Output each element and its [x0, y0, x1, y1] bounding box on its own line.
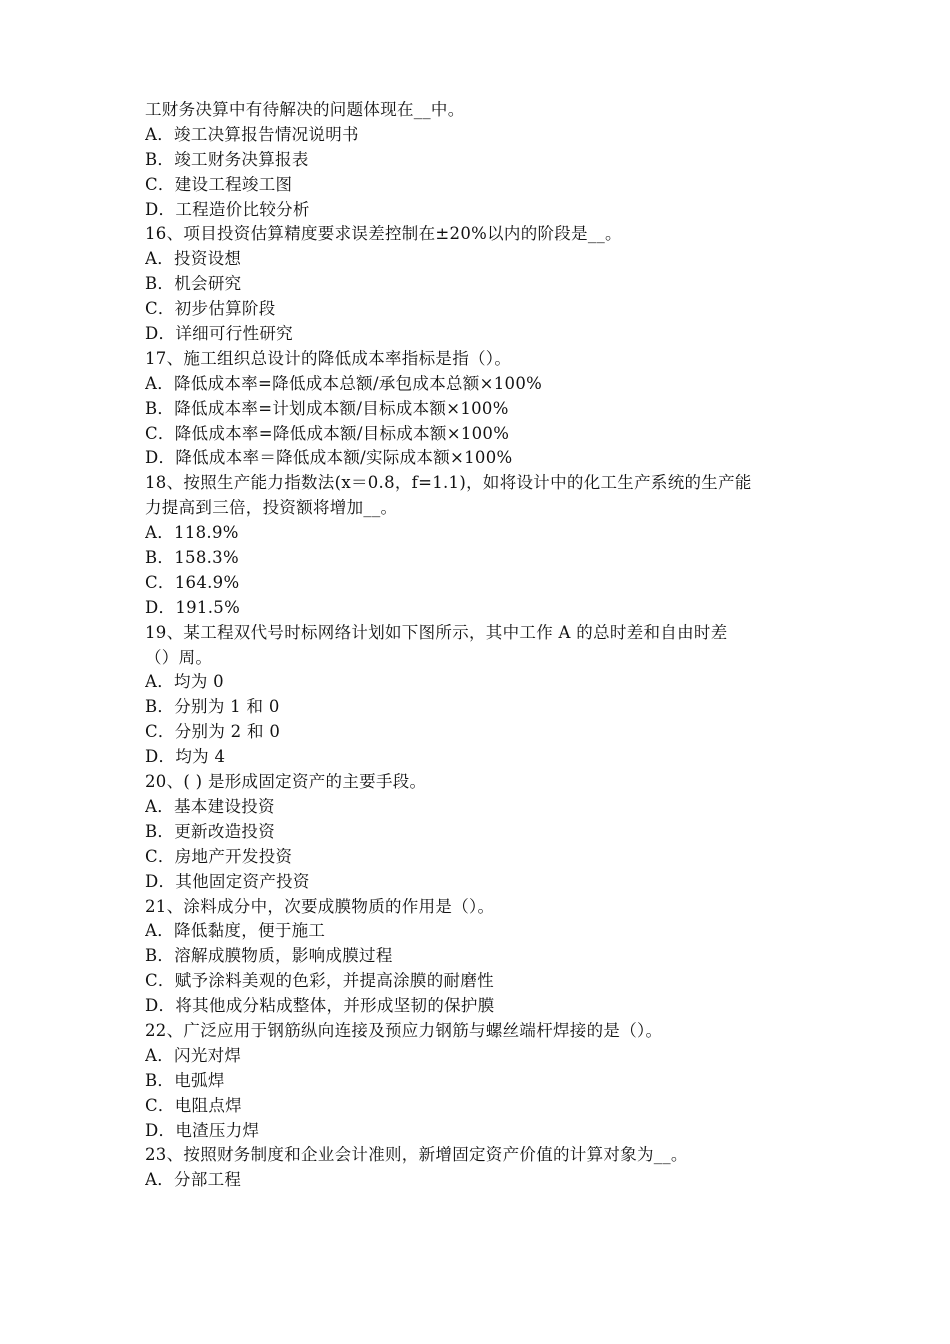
option-line: D．详细可行性研究: [145, 324, 293, 344]
option-line: C．赋予涂料美观的色彩，并提高涂膜的耐磨性: [145, 971, 494, 991]
option-line: C．建设工程竣工图: [145, 174, 293, 194]
option-line: C．164.9%: [145, 572, 240, 592]
option-line: C．初步估算阶段: [145, 299, 276, 319]
option-line: A．均为 0: [145, 672, 224, 692]
document-page: [145, 98, 815, 1193]
option-line: A．竣工决算报告情况说明书: [145, 124, 359, 144]
option-line: A．闪光对焊: [145, 1045, 242, 1065]
option-line: D．191.5%: [145, 597, 241, 617]
option-line: B．溶解成膜物质，影响成膜过程: [145, 946, 393, 966]
question-line: 22、广泛应用于钢筋纵向连接及预应力钢筋与螺丝端杆焊接的是（）。: [145, 1020, 663, 1040]
option-line: B．分别为 1 和 0: [145, 697, 280, 717]
option-line: D．将其他成分粘成整体，并形成坚韧的保护膜: [145, 996, 495, 1016]
question-line: 力提高到三倍，投资额将增加__。: [145, 498, 398, 518]
option-line: D．工程造价比较分析: [145, 199, 310, 219]
option-line: B．机会研究: [145, 274, 242, 294]
option-line: D．均为 4: [145, 747, 226, 767]
question-line: 23、按照财务制度和企业会计准则，新增固定资产价值的计算对象为__。: [145, 1145, 688, 1165]
option-line: C．分别为 2 和 0: [145, 722, 281, 742]
option-line: A．降低成本率=降低成本总额/承包成本总额×100%: [145, 373, 543, 393]
option-line: A．118.9%: [145, 523, 239, 543]
option-line: B．更新改造投资: [145, 821, 276, 841]
option-line: A．分部工程: [145, 1170, 242, 1190]
option-line: C．房地产开发投资: [145, 846, 293, 866]
option-line: B．降低成本率=计划成本额/目标成本额×100%: [145, 398, 509, 418]
option-line: D．电渣压力焊: [145, 1120, 260, 1140]
option-line: B．158.3%: [145, 548, 239, 568]
question-line: 21、涂料成分中，次要成膜物质的作用是（）。: [145, 896, 495, 916]
option-line: C．降低成本率=降低成本额/目标成本额×100%: [145, 423, 510, 443]
question-line: 16、项目投资估算精度要求误差控制在±20%以内的阶段是__。: [145, 224, 622, 244]
text-line: 工财务决算中有待解决的问题体现在__中。: [145, 100, 465, 119]
option-line: A．投资设想: [145, 249, 242, 269]
option-line: C．电阻点焊: [145, 1095, 242, 1115]
option-line: A．降低黏度，便于施工: [145, 921, 326, 941]
question-line: 20、( ) 是形成固定资产的主要手段。: [145, 772, 427, 792]
question-line: （）周。: [145, 647, 213, 667]
option-line: D．降低成本率＝降低成本额/实际成本额×100%: [145, 448, 513, 468]
option-line: A．基本建设投资: [145, 796, 275, 816]
option-line: D．其他固定资产投资: [145, 871, 310, 891]
option-line: B．电弧焊: [145, 1070, 225, 1090]
question-line: 18、按照生产能力指数法(x＝0.8，f=1.1)，如将设计中的化工生产系统的生产能: [145, 473, 752, 493]
option-line: B．竣工财务决算报表: [145, 149, 309, 169]
question-line: 19、某工程双代号时标网络计划如下图所示，其中工作 A 的总时差和自由时差: [145, 622, 728, 642]
question-line: 17、施工组织总设计的降低成本率指标是指（）。: [145, 348, 512, 368]
